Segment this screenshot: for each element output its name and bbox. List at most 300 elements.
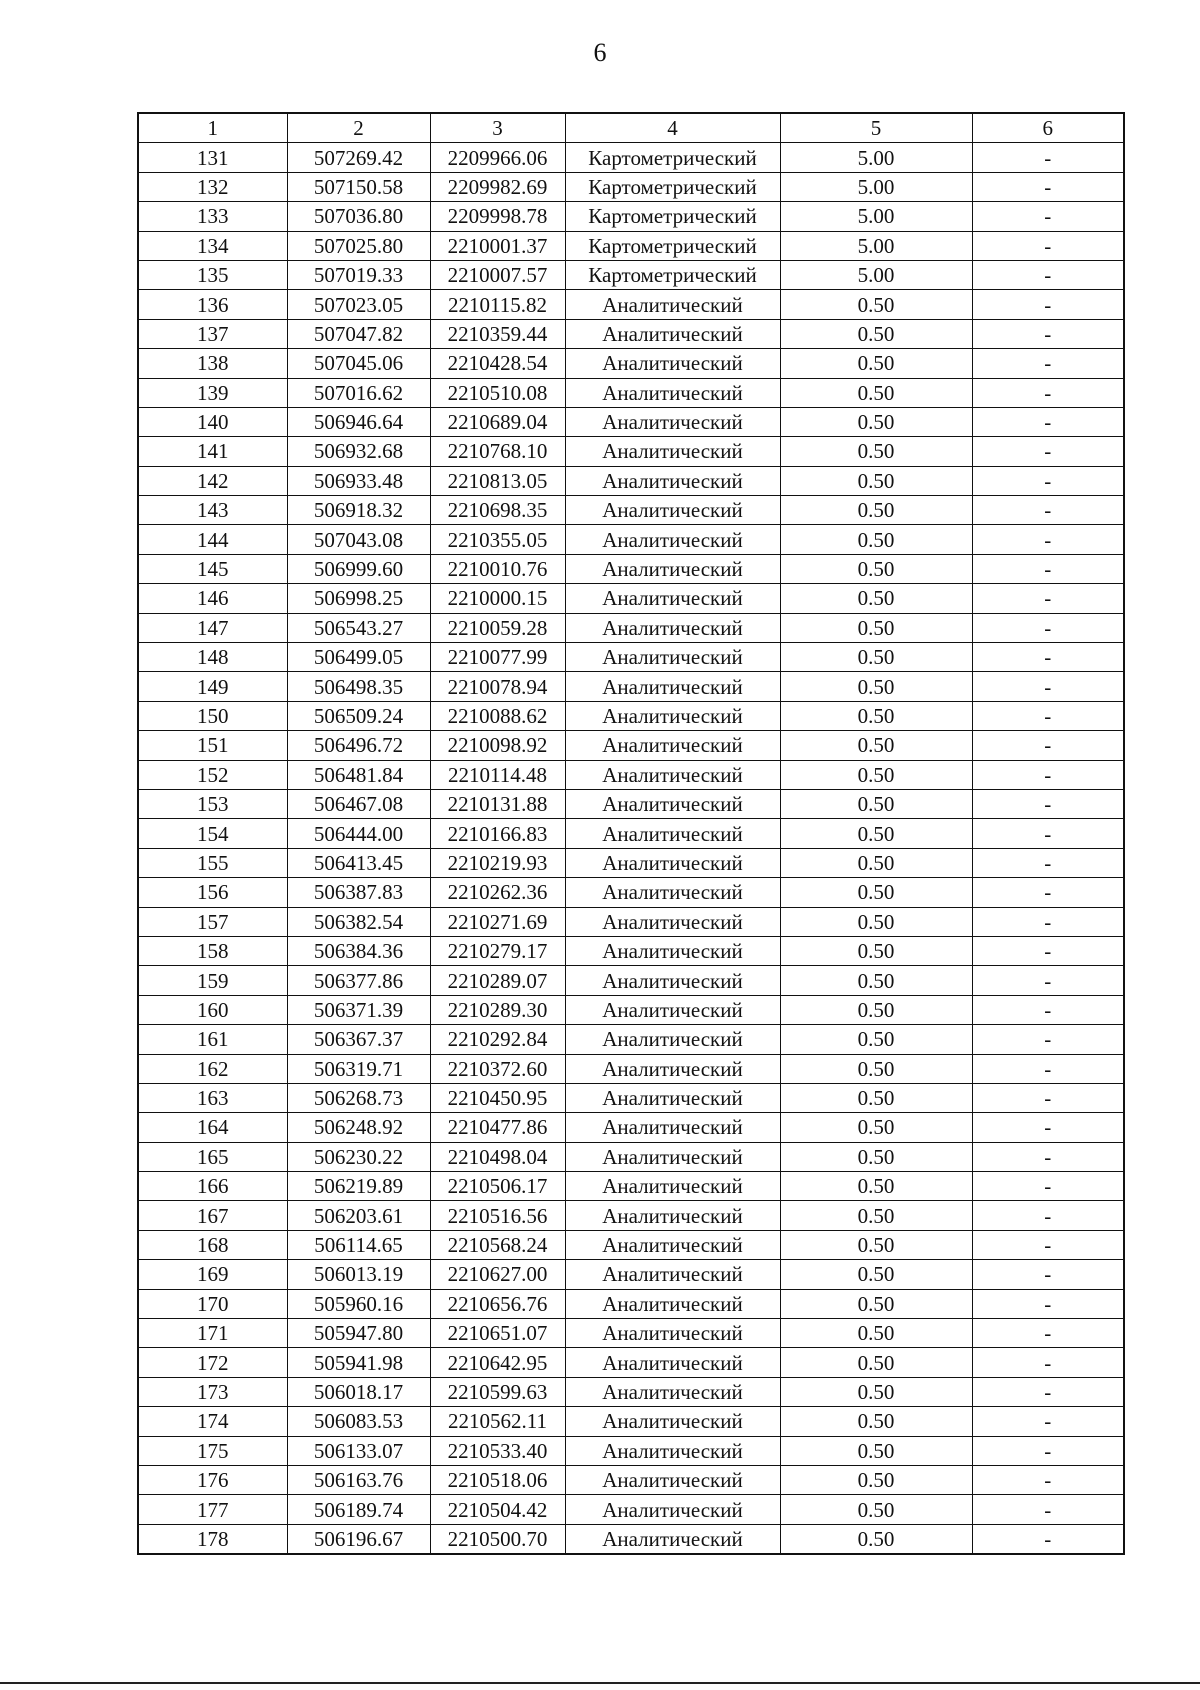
table-row	[138, 143, 1124, 172]
table-row	[138, 1113, 1124, 1142]
x-coordinate-cell: 506219.89	[287, 1172, 430, 1201]
table-row	[138, 995, 1124, 1024]
method-cell: Аналитический	[565, 554, 780, 583]
x-coordinate-cell: 506367.37	[287, 1025, 430, 1054]
x-coordinate-cell: 507019.33	[287, 260, 430, 289]
point-number-cell: 166	[138, 1172, 287, 1201]
x-coordinate-cell: 506189.74	[287, 1495, 430, 1524]
table-row	[138, 1495, 1124, 1524]
point-number-cell: 154	[138, 819, 287, 848]
column-header-y-coordinate: 3	[430, 113, 565, 143]
point-number-cell: 158	[138, 936, 287, 965]
table-row	[138, 1436, 1124, 1465]
y-coordinate-cell: 2210642.95	[430, 1348, 565, 1377]
description-cell: -	[972, 466, 1124, 495]
point-number-cell: 136	[138, 290, 287, 319]
y-coordinate-cell: 2210131.88	[430, 789, 565, 818]
point-number-cell: 174	[138, 1407, 287, 1436]
table-row	[138, 319, 1124, 348]
point-number-cell: 168	[138, 1230, 287, 1259]
point-number-cell: 152	[138, 760, 287, 789]
point-number-cell: 175	[138, 1436, 287, 1465]
method-cell: Аналитический	[565, 525, 780, 554]
y-coordinate-cell: 2210450.95	[430, 1083, 565, 1112]
method-cell: Аналитический	[565, 936, 780, 965]
method-cell: Аналитический	[565, 319, 780, 348]
y-coordinate-cell: 2210500.70	[430, 1524, 565, 1554]
y-coordinate-cell: 2210568.24	[430, 1230, 565, 1259]
description-cell: -	[972, 1319, 1124, 1348]
method-cell: Аналитический	[565, 1201, 780, 1230]
y-coordinate-cell: 2210292.84	[430, 1025, 565, 1054]
page-number: 6	[593, 38, 607, 67]
description-cell: -	[972, 643, 1124, 672]
accuracy-cell: 5.00	[780, 260, 972, 289]
accuracy-cell: 0.50	[780, 966, 972, 995]
accuracy-cell: 0.50	[780, 1289, 972, 1318]
point-number-cell: 139	[138, 378, 287, 407]
method-cell: Аналитический	[565, 1495, 780, 1524]
point-number-cell: 176	[138, 1465, 287, 1494]
method-cell: Аналитический	[565, 966, 780, 995]
accuracy-cell: 0.50	[780, 789, 972, 818]
description-cell: -	[972, 1230, 1124, 1259]
accuracy-cell: 0.50	[780, 731, 972, 760]
x-coordinate-cell: 506083.53	[287, 1407, 430, 1436]
accuracy-cell: 0.50	[780, 1113, 972, 1142]
point-number-cell: 133	[138, 202, 287, 231]
y-coordinate-cell: 2210498.04	[430, 1142, 565, 1171]
point-number-cell: 138	[138, 349, 287, 378]
description-cell: -	[972, 172, 1124, 201]
method-cell: Аналитический	[565, 1377, 780, 1406]
description-cell: -	[972, 1436, 1124, 1465]
y-coordinate-cell: 2210219.93	[430, 848, 565, 877]
table-header-row	[138, 113, 1124, 143]
method-cell: Аналитический	[565, 584, 780, 613]
x-coordinate-cell: 506230.22	[287, 1142, 430, 1171]
accuracy-cell: 0.50	[780, 613, 972, 642]
point-number-cell: 147	[138, 613, 287, 642]
table-row	[138, 1377, 1124, 1406]
table-row	[138, 525, 1124, 554]
table-row	[138, 936, 1124, 965]
column-header-method: 4	[565, 113, 780, 143]
description-cell: -	[972, 584, 1124, 613]
table-row	[138, 1083, 1124, 1112]
x-coordinate-cell: 506413.45	[287, 848, 430, 877]
point-number-cell: 142	[138, 466, 287, 495]
x-coordinate-cell: 506999.60	[287, 554, 430, 583]
accuracy-cell: 0.50	[780, 1260, 972, 1289]
accuracy-cell: 0.50	[780, 848, 972, 877]
method-cell: Аналитический	[565, 290, 780, 319]
table-row	[138, 1260, 1124, 1289]
y-coordinate-cell: 2210289.07	[430, 966, 565, 995]
accuracy-cell: 0.50	[780, 907, 972, 936]
description-cell: -	[972, 143, 1124, 172]
y-coordinate-cell: 2210477.86	[430, 1113, 565, 1142]
point-number-cell: 134	[138, 231, 287, 260]
x-coordinate-cell: 506444.00	[287, 819, 430, 848]
y-coordinate-cell: 2210114.48	[430, 760, 565, 789]
x-coordinate-cell: 506319.71	[287, 1054, 430, 1083]
accuracy-cell: 0.50	[780, 1319, 972, 1348]
description-cell: -	[972, 936, 1124, 965]
point-number-cell: 167	[138, 1201, 287, 1230]
point-number-cell: 153	[138, 789, 287, 818]
table-row	[138, 378, 1124, 407]
x-coordinate-cell: 507269.42	[287, 143, 430, 172]
accuracy-cell: 5.00	[780, 143, 972, 172]
point-number-cell: 146	[138, 584, 287, 613]
table-row	[138, 1142, 1124, 1171]
method-cell: Аналитический	[565, 789, 780, 818]
table-row	[138, 848, 1124, 877]
table-row	[138, 643, 1124, 672]
x-coordinate-cell: 506998.25	[287, 584, 430, 613]
method-cell: Аналитический	[565, 907, 780, 936]
accuracy-cell: 0.50	[780, 1495, 972, 1524]
point-number-cell: 155	[138, 848, 287, 877]
accuracy-cell: 0.50	[780, 290, 972, 319]
description-cell: -	[972, 231, 1124, 260]
description-cell: -	[972, 260, 1124, 289]
y-coordinate-cell: 2210768.10	[430, 437, 565, 466]
y-coordinate-cell: 2210000.15	[430, 584, 565, 613]
method-cell: Аналитический	[565, 1289, 780, 1318]
coordinates-table	[137, 112, 1125, 1555]
method-cell: Аналитический	[565, 995, 780, 1024]
description-cell: -	[972, 701, 1124, 730]
y-coordinate-cell: 2210372.60	[430, 1054, 565, 1083]
method-cell: Аналитический	[565, 1172, 780, 1201]
description-cell: -	[972, 907, 1124, 936]
table-row	[138, 1348, 1124, 1377]
accuracy-cell: 0.50	[780, 1524, 972, 1554]
x-coordinate-cell: 506248.92	[287, 1113, 430, 1142]
accuracy-cell: 0.50	[780, 1407, 972, 1436]
point-number-cell: 165	[138, 1142, 287, 1171]
method-cell: Аналитический	[565, 1407, 780, 1436]
point-number-cell: 132	[138, 172, 287, 201]
method-cell: Аналитический	[565, 672, 780, 701]
description-cell: -	[972, 878, 1124, 907]
point-number-cell: 160	[138, 995, 287, 1024]
description-cell: -	[972, 1142, 1124, 1171]
method-cell: Аналитический	[565, 819, 780, 848]
x-coordinate-cell: 506499.05	[287, 643, 430, 672]
table-row	[138, 172, 1124, 201]
table-row	[138, 554, 1124, 583]
y-coordinate-cell: 2210001.37	[430, 231, 565, 260]
accuracy-cell: 0.50	[780, 819, 972, 848]
description-cell: -	[972, 789, 1124, 818]
accuracy-cell: 0.50	[780, 319, 972, 348]
x-coordinate-cell: 506377.86	[287, 966, 430, 995]
y-coordinate-cell: 2210504.42	[430, 1495, 565, 1524]
table-row	[138, 878, 1124, 907]
table-row	[138, 1289, 1124, 1318]
x-coordinate-cell: 506382.54	[287, 907, 430, 936]
column-header-accuracy: 5	[780, 113, 972, 143]
y-coordinate-cell: 2209998.78	[430, 202, 565, 231]
table-row	[138, 731, 1124, 760]
accuracy-cell: 0.50	[780, 525, 972, 554]
description-cell: -	[972, 1083, 1124, 1112]
accuracy-cell: 0.50	[780, 936, 972, 965]
table-row	[138, 760, 1124, 789]
description-cell: -	[972, 1172, 1124, 1201]
accuracy-cell: 0.50	[780, 672, 972, 701]
method-cell: Аналитический	[565, 760, 780, 789]
table-row	[138, 819, 1124, 848]
accuracy-cell: 0.50	[780, 407, 972, 436]
y-coordinate-cell: 2210166.83	[430, 819, 565, 848]
table-row	[138, 1172, 1124, 1201]
accuracy-cell: 0.50	[780, 1230, 972, 1259]
accuracy-cell: 0.50	[780, 466, 972, 495]
y-coordinate-cell: 2210279.17	[430, 936, 565, 965]
method-cell: Аналитический	[565, 848, 780, 877]
point-number-cell: 140	[138, 407, 287, 436]
method-cell: Аналитический	[565, 496, 780, 525]
accuracy-cell: 0.50	[780, 378, 972, 407]
x-coordinate-cell: 507023.05	[287, 290, 430, 319]
table-row	[138, 1465, 1124, 1494]
x-coordinate-cell: 506013.19	[287, 1260, 430, 1289]
x-coordinate-cell: 506918.32	[287, 496, 430, 525]
x-coordinate-cell: 507045.06	[287, 349, 430, 378]
x-coordinate-cell: 506509.24	[287, 701, 430, 730]
method-cell: Аналитический	[565, 378, 780, 407]
y-coordinate-cell: 2210088.62	[430, 701, 565, 730]
point-number-cell: 172	[138, 1348, 287, 1377]
point-number-cell: 137	[138, 319, 287, 348]
y-coordinate-cell: 2210262.36	[430, 878, 565, 907]
method-cell: Аналитический	[565, 1083, 780, 1112]
point-number-cell: 143	[138, 496, 287, 525]
x-coordinate-cell: 506384.36	[287, 936, 430, 965]
method-cell: Аналитический	[565, 643, 780, 672]
method-cell: Картометрический	[565, 231, 780, 260]
y-coordinate-cell: 2210599.63	[430, 1377, 565, 1406]
description-cell: -	[972, 1495, 1124, 1524]
y-coordinate-cell: 2210359.44	[430, 319, 565, 348]
method-cell: Аналитический	[565, 1465, 780, 1494]
method-cell: Аналитический	[565, 731, 780, 760]
table-row	[138, 407, 1124, 436]
point-number-cell: 144	[138, 525, 287, 554]
x-coordinate-cell: 506543.27	[287, 613, 430, 642]
point-number-cell: 148	[138, 643, 287, 672]
table-row	[138, 202, 1124, 231]
accuracy-cell: 0.50	[780, 1083, 972, 1112]
description-cell: -	[972, 760, 1124, 789]
point-number-cell: 157	[138, 907, 287, 936]
y-coordinate-cell: 2210007.57	[430, 260, 565, 289]
accuracy-cell: 0.50	[780, 701, 972, 730]
accuracy-cell: 0.50	[780, 349, 972, 378]
table-row	[138, 260, 1124, 289]
x-coordinate-cell: 506203.61	[287, 1201, 430, 1230]
y-coordinate-cell: 2210651.07	[430, 1319, 565, 1348]
x-coordinate-cell: 506163.76	[287, 1465, 430, 1494]
y-coordinate-cell: 2210698.35	[430, 496, 565, 525]
method-cell: Аналитический	[565, 613, 780, 642]
method-cell: Аналитический	[565, 437, 780, 466]
point-number-cell: 173	[138, 1377, 287, 1406]
x-coordinate-cell: 507150.58	[287, 172, 430, 201]
table-row	[138, 349, 1124, 378]
description-cell: -	[972, 437, 1124, 466]
description-cell: -	[972, 202, 1124, 231]
point-number-cell: 141	[138, 437, 287, 466]
x-coordinate-cell: 506133.07	[287, 1436, 430, 1465]
x-coordinate-cell: 506946.64	[287, 407, 430, 436]
x-coordinate-cell: 505947.80	[287, 1319, 430, 1348]
description-cell: -	[972, 1289, 1124, 1318]
method-cell: Аналитический	[565, 1142, 780, 1171]
description-cell: -	[972, 848, 1124, 877]
method-cell: Картометрический	[565, 143, 780, 172]
description-cell: -	[972, 966, 1124, 995]
description-cell: -	[972, 1260, 1124, 1289]
description-cell: -	[972, 1025, 1124, 1054]
table-row	[138, 701, 1124, 730]
x-coordinate-cell: 507043.08	[287, 525, 430, 554]
description-cell: -	[972, 1348, 1124, 1377]
column-header-x-coordinate: 2	[287, 113, 430, 143]
x-coordinate-cell: 506933.48	[287, 466, 430, 495]
description-cell: -	[972, 1054, 1124, 1083]
y-coordinate-cell: 2210656.76	[430, 1289, 565, 1318]
point-number-cell: 149	[138, 672, 287, 701]
y-coordinate-cell: 2210010.76	[430, 554, 565, 583]
x-coordinate-cell: 507016.62	[287, 378, 430, 407]
y-coordinate-cell: 2210562.11	[430, 1407, 565, 1436]
point-number-cell: 131	[138, 143, 287, 172]
y-coordinate-cell: 2209966.06	[430, 143, 565, 172]
table-row	[138, 907, 1124, 936]
accuracy-cell: 0.50	[780, 1436, 972, 1465]
method-cell: Картометрический	[565, 202, 780, 231]
description-cell: -	[972, 525, 1124, 554]
accuracy-cell: 0.50	[780, 995, 972, 1024]
table-row	[138, 1407, 1124, 1436]
method-cell: Аналитический	[565, 466, 780, 495]
point-number-cell: 145	[138, 554, 287, 583]
accuracy-cell: 0.50	[780, 1142, 972, 1171]
method-cell: Картометрический	[565, 260, 780, 289]
point-number-cell: 162	[138, 1054, 287, 1083]
description-cell: -	[972, 1201, 1124, 1230]
x-coordinate-cell: 506496.72	[287, 731, 430, 760]
x-coordinate-cell: 507047.82	[287, 319, 430, 348]
method-cell: Картометрический	[565, 172, 780, 201]
x-coordinate-cell: 505941.98	[287, 1348, 430, 1377]
accuracy-cell: 0.50	[780, 760, 972, 789]
description-cell: -	[972, 496, 1124, 525]
y-coordinate-cell: 2210510.08	[430, 378, 565, 407]
point-number-cell: 169	[138, 1260, 287, 1289]
table-row	[138, 466, 1124, 495]
point-number-cell: 178	[138, 1524, 287, 1554]
method-cell: Аналитический	[565, 1348, 780, 1377]
x-coordinate-cell: 507036.80	[287, 202, 430, 231]
y-coordinate-cell: 2210078.94	[430, 672, 565, 701]
y-coordinate-cell: 2210533.40	[430, 1436, 565, 1465]
description-cell: -	[972, 554, 1124, 583]
y-coordinate-cell: 2209982.69	[430, 172, 565, 201]
point-number-cell: 161	[138, 1025, 287, 1054]
x-coordinate-cell: 506371.39	[287, 995, 430, 1024]
accuracy-cell: 0.50	[780, 584, 972, 613]
table-row	[138, 789, 1124, 818]
point-number-cell: 171	[138, 1319, 287, 1348]
table-row	[138, 1524, 1124, 1554]
table-row	[138, 613, 1124, 642]
accuracy-cell: 0.50	[780, 1025, 972, 1054]
table-row	[138, 437, 1124, 466]
description-cell: -	[972, 819, 1124, 848]
y-coordinate-cell: 2210289.30	[430, 995, 565, 1024]
x-coordinate-cell: 505960.16	[287, 1289, 430, 1318]
point-number-cell: 151	[138, 731, 287, 760]
point-number-cell: 163	[138, 1083, 287, 1112]
table-row	[138, 231, 1124, 260]
column-header-point-number: 1	[138, 113, 287, 143]
accuracy-cell: 0.50	[780, 643, 972, 672]
method-cell: Аналитический	[565, 1260, 780, 1289]
accuracy-cell: 0.50	[780, 437, 972, 466]
x-coordinate-cell: 506114.65	[287, 1230, 430, 1259]
description-cell: -	[972, 995, 1124, 1024]
method-cell: Аналитический	[565, 1230, 780, 1259]
table-row	[138, 672, 1124, 701]
method-cell: Аналитический	[565, 1054, 780, 1083]
x-coordinate-cell: 506387.83	[287, 878, 430, 907]
accuracy-cell: 5.00	[780, 172, 972, 201]
point-number-cell: 150	[138, 701, 287, 730]
table-row	[138, 290, 1124, 319]
x-coordinate-cell: 506268.73	[287, 1083, 430, 1112]
description-cell: -	[972, 613, 1124, 642]
method-cell: Аналитический	[565, 1319, 780, 1348]
description-cell: -	[972, 1113, 1124, 1142]
y-coordinate-cell: 2210355.05	[430, 525, 565, 554]
x-coordinate-cell: 507025.80	[287, 231, 430, 260]
point-number-cell: 159	[138, 966, 287, 995]
y-coordinate-cell: 2210689.04	[430, 407, 565, 436]
table-row	[138, 1230, 1124, 1259]
y-coordinate-cell: 2210627.00	[430, 1260, 565, 1289]
y-coordinate-cell: 2210428.54	[430, 349, 565, 378]
x-coordinate-cell: 506498.35	[287, 672, 430, 701]
accuracy-cell: 0.50	[780, 1054, 972, 1083]
description-cell: -	[972, 1465, 1124, 1494]
x-coordinate-cell: 506018.17	[287, 1377, 430, 1406]
description-cell: -	[972, 1524, 1124, 1554]
y-coordinate-cell: 2210271.69	[430, 907, 565, 936]
description-cell: -	[972, 378, 1124, 407]
method-cell: Аналитический	[565, 349, 780, 378]
method-cell: Аналитический	[565, 878, 780, 907]
x-coordinate-cell: 506932.68	[287, 437, 430, 466]
description-cell: -	[972, 672, 1124, 701]
y-coordinate-cell: 2210115.82	[430, 290, 565, 319]
method-cell: Аналитический	[565, 1113, 780, 1142]
